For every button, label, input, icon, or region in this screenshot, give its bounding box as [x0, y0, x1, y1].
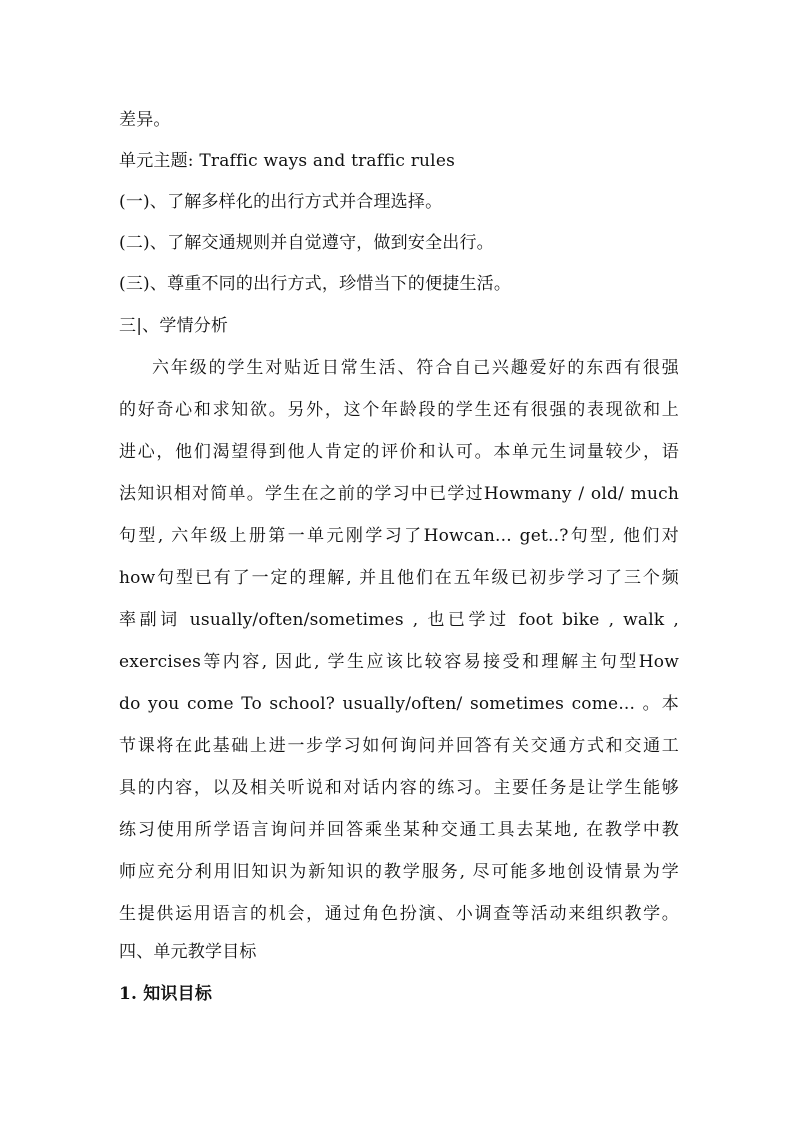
paragraph-line: 法知识相对简单。学生在之前的学习中已学过Howmany / old/ much	[119, 484, 679, 504]
paragraph-line: do you come To school? usually/often/ sometimes come... 。本	[119, 694, 679, 714]
paragraph-line: 练习使用所学语言询问并回答乘坐某种交通工具去某地, 在教学中教	[119, 820, 679, 840]
paragraph-line: 生提供运用语言的机会，通过角色扮演、小调查等活动来组织教学。	[119, 904, 679, 924]
list-item: (三)、尊重不同的出行方式，珍惜当下的便捷生活。	[119, 274, 512, 294]
paragraph-line: 节课将在此基础上进一步学习如何询问并回答有关交通方式和交通工	[119, 736, 679, 756]
paragraph-line: exercises等内容, 因此, 学生应该比较容易接受和理解主句型How	[119, 652, 679, 672]
paragraph-line: 率副词 usually/often/sometimes , 也已学过 foot bike , walk ,	[119, 610, 679, 630]
section-heading: 四、单元教学目标	[119, 942, 257, 962]
list-item: (一)、了解多样化的出行方式并合理选择。	[119, 192, 443, 212]
paragraph-line: how句型已有了一定的理解, 并且他们在五年级已初步学习了三个频	[119, 568, 679, 588]
paragraph-line: 的好奇心和求知欲。另外，这个年龄段的学生还有很强的表现欲和上	[119, 400, 679, 420]
text-line: 差异。	[119, 110, 171, 130]
paragraph-line: 具的内容，以及相关听说和对话内容的练习。主要任务是让学生能够	[119, 778, 679, 798]
unit-theme-line: 单元主题: Traffic ways and traffic rules	[119, 151, 456, 171]
paragraph-line: 师应充分利用旧知识为新知识的教学服务, 尽可能多地创设情景为学	[119, 862, 679, 882]
list-item: (二)、了解交通规则并自觉遵守，做到安全出行。	[119, 233, 494, 253]
paragraph-line: 六年级的学生对贴近日常生活、符合自己兴趣爱好的东西有很强	[152, 358, 679, 378]
paragraph-line: 句型, 六年级上册第一单元刚学习了Howcan... get..?句型, 他们对	[119, 526, 679, 546]
paragraph-line: 进心，他们渴望得到他人肯定的评价和认可。本单元生词量较少，语	[119, 442, 679, 462]
section-heading: 三|、学情分析	[119, 316, 229, 336]
subsection-heading: 1. 知识目标	[119, 984, 213, 1004]
